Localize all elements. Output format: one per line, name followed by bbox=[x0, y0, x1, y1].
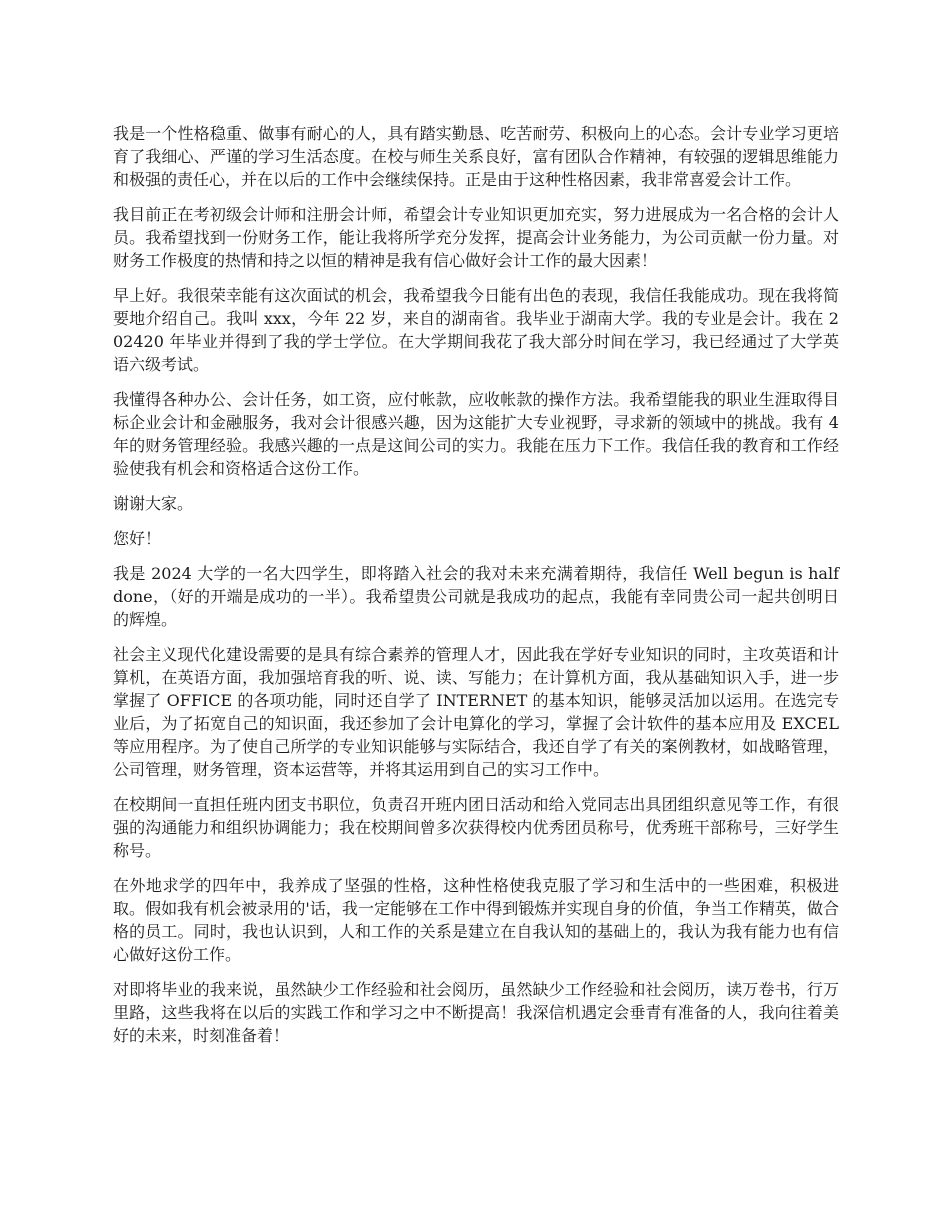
paragraph-greeting: 您好！ bbox=[113, 529, 162, 548]
paragraph-personality: 我是一个性格稳重、做事有耐心的人，具有踏实勤恳、吃苦耐劳、积极向上的心态。会计专业学习更培育了我细心、严谨的学习生活态度。在校与师生关系良好，富有团队合作精神，有较强的逻辑思维能力和极强的责任心，并在以后的工作中会继续保持。正是由于这种性格因素，我非常喜爱会计工作。 bbox=[113, 124, 839, 189]
paragraph-closing: 对即将毕业的我来说，虽然缺少工作经验和社会阅历，虽然缺少工作经验和社会阅历，读万卷书，行万里路，这些我将在以后的实践工作和学习之中不断提高！我深信机遇定会垂青有准备的人，我向往着美好的未来，时刻准备着！ bbox=[113, 980, 839, 1045]
paragraph-student-intro: 我是 2024 大学的一名大四学生，即将踏入社会的我对未来充满着期待，我信任 Well begun is half done，（好的开端是成功的一半）。我希望贵公司就是我成功的起点，我能有幸同贵公司一起共创明日的辉煌。 bbox=[113, 564, 839, 629]
paragraph-study: 社会主义现代化建设需要的是具有综合素养的管理人才，因此我在学好专业知识的同时，主攻英语和计算机，在英语方面，我加强培育我的听、说、读、写能力；在计算机方面，我从基础知识入手，进一步掌握了 OFFICE 的各项功能，同时还自学了 INTERNET 的基本知识，能够灵活加以运用。在选完专业后，为了拓宽自己的知识面，我还参加了会计电算化的学习，掌握了会计软件的基本应用及 EXCEL 等应用程序。为了使自己所学的专业知识能够与实际结合，我还自学了有关的案例教材，如战略管理，公司管理，财务管理，资本运营等，并将其运用到自己的实习工作中。 bbox=[113, 645, 839, 779]
document-body bbox=[113, 122, 839, 1059]
paragraph-career-goal: 我目前正在考初级会计师和注册会计师，希望会计专业知识更加充实，努力进展成为一名合格的会计人员。我希望找到一份财务工作，能让我将所学充分发挥，提高会计业务能力，为公司贡献一份力量。对财务工作极度的热情和持之以恒的精神是我有信心做好会计工作的最大因素！ bbox=[113, 205, 839, 270]
paragraph-skills: 我懂得各种办公、会计任务，如工资，应付帐款，应收帐款的操作方法。我希望能我的职业生涯取得目标企业会计和金融服务，我对会计很感兴趣，因为这能扩大专业视野，寻求新的领域中的挑战。我有 4 年的财务管理经验。我感兴趣的一点是这间公司的实力。我能在压力下工作。我信任我的教育和工作经验使我有机会和资格适合这份工作。 bbox=[113, 390, 839, 478]
paragraph-character: 在外地求学的四年中，我养成了坚强的性格，这种性格使我克服了学习和生活中的一些困难，积极进取。假如我有机会被录用的'话，我一定能够在工作中得到锻炼并实现自身的价值，争当工作精英，做合格的员工。同时，我也认识到，人和工作的关系是建立在自我认知的基础上的，我认为我有能力也有信心做好这份工作。 bbox=[113, 876, 839, 964]
paragraph-self-introduction: 早上好。我很荣幸能有这次面试的机会，我希望我今日能有出色的表现，我信任我能成功。现在我将简要地介绍自己。我叫 xxx，今年 22 岁，来自的湖南省。我毕业于湖南大学。我的专业是会计。我在 202420 年毕业并得到了我的学士学位。在大学期间我花了我大部分时间在学习，我已经通过了大学英语六级考试。 bbox=[113, 286, 839, 374]
paragraph-thanks: 谢谢大家。 bbox=[113, 494, 194, 513]
paragraph-campus-roles: 在校期间一直担任班内团支书职位，负责召开班内团日活动和给入党同志出具团组织意见等工作，有很强的沟通能力和组织协调能力；我在校期间曾多次获得校内优秀团员称号，优秀班干部称号，三好学生称号。 bbox=[113, 795, 839, 860]
